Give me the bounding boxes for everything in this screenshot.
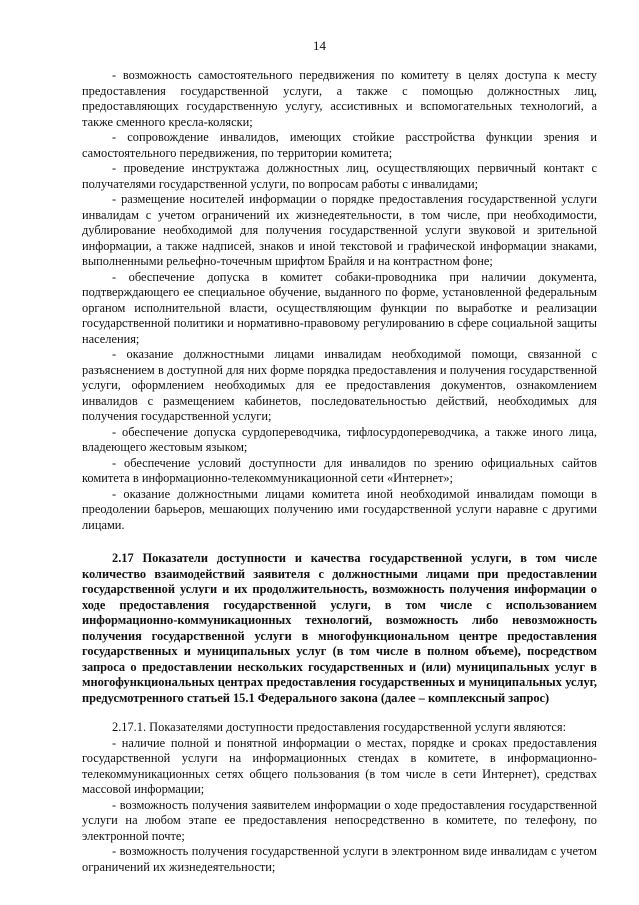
- paragraph: - обеспечение условий доступности для инвалидов по зрению официальных сайтов комитета в информационно-телекоммуникационной сети «Интернет»;: [82, 455, 597, 485]
- paragraph: - оказание должностными лицами комитета иной необходимой инвалидам помощи в преодолении барьеров, мешающих получению ими государственной услуги наравне с другими лицами.: [82, 486, 597, 532]
- paragraph: - возможность самостоятельного передвижения по комитету в целях доступа к месту предоставления государственной услуги, а также с помощью должностных лиц, предоставляющих государственную услугу, ассистивных и вспомогательных технологий, а также сменного кресла-коляски;: [82, 68, 597, 129]
- paragraph: 2.17.1. Показателями доступности предоставления государственной услуги являются:: [112, 720, 567, 734]
- paragraph: - обеспечение допуска в комитет собаки-проводника при наличии документа, подтверждающего ее специальное обучение, выданного по форме, установленной федеральным органом исполнительной власти, осуществляющим функции по выработке и реализации государственной политики и нормативно-правовому регулированию в сфере социальной защиты населения;: [82, 269, 597, 346]
- section-heading: 2.17 Показатели доступности и качества государственной услуги, в том числе количество взаимодействий заявителя с должностными лицами при предоставлении государственной услуги и их продолжительность, возможность получения информации о ходе предоставления государственной услуги, в том числе с использованием информационно-коммуникационных технологий, возможность либо невозможность получения государственной услуги в многофункциональном центре предоставления государственных и муниципальных услуг (в том числе в полном объеме), посредством запроса о предоставлении нескольких государственных и (или) муниципальных услуг в многофункциональных центрах предоставления государственных и муниципальных услуг, предусмотренного статьей 15.1 Федерального закона (далее – комплексный запрос): [82, 551, 597, 705]
- paragraph: - сопровождение инвалидов, имеющих стойкие расстройства функции зрения и самостоятельного передвижения, по территории комитета;: [82, 130, 597, 160]
- paragraph: - проведение инструктажа должностных лиц, осуществляющих первичный контакт с получателями государственной услуги, по вопросам работы с инвалидами;: [82, 161, 597, 191]
- paragraph: - возможность получения государственной услуги в электронном виде инвалидам с учетом ограничений их жизнедеятельности;: [82, 844, 597, 874]
- paragraph: - обеспечение допуска сурдопереводчика, тифлосурдопереводчика, а также иного лица, владеющего жестовым языком;: [82, 424, 597, 454]
- document-body: [82, 68, 597, 875]
- paragraph: - оказание должностными лицами инвалидам необходимой помощи, связанной с разъяснением в доступной для них форме порядка предоставления и получения государственной услуги, оформлением необходимых для ее предоставления документов, ознакомлением инвалидов с размещением кабинетов, последовательностью действий, необходимых для получения государственной услуги;: [82, 347, 597, 423]
- page-number: 14: [313, 38, 326, 53]
- paragraph: - возможность получения заявителем информации о ходе предоставления государственной услуги на любом этапе ее предоставления непосредственно в комитете, по телефону, по электронной почте;: [82, 797, 597, 843]
- paragraph: - наличие полной и понятной информации о местах, порядке и сроках предоставления государственной услуги на информационных стендах в комитете, в информационно-телекоммуникационных сетях общего пользования (в том числе в сети Интернет), средствах массовой информации;: [82, 735, 597, 796]
- paragraph: - размещение носителей информации о порядке предоставления государственной услуги инвалидам с учетом ограничений их жизнедеятельности, в том числе, при необходимости, дублирование необходимой для получения государственной услуги звуковой и зрительной информации, а также надписей, знаков и иной текстовой и графической информации знаками, выполненными рельефно-точечным шрифтом Брайля и на контрастном фоне;: [82, 192, 597, 268]
